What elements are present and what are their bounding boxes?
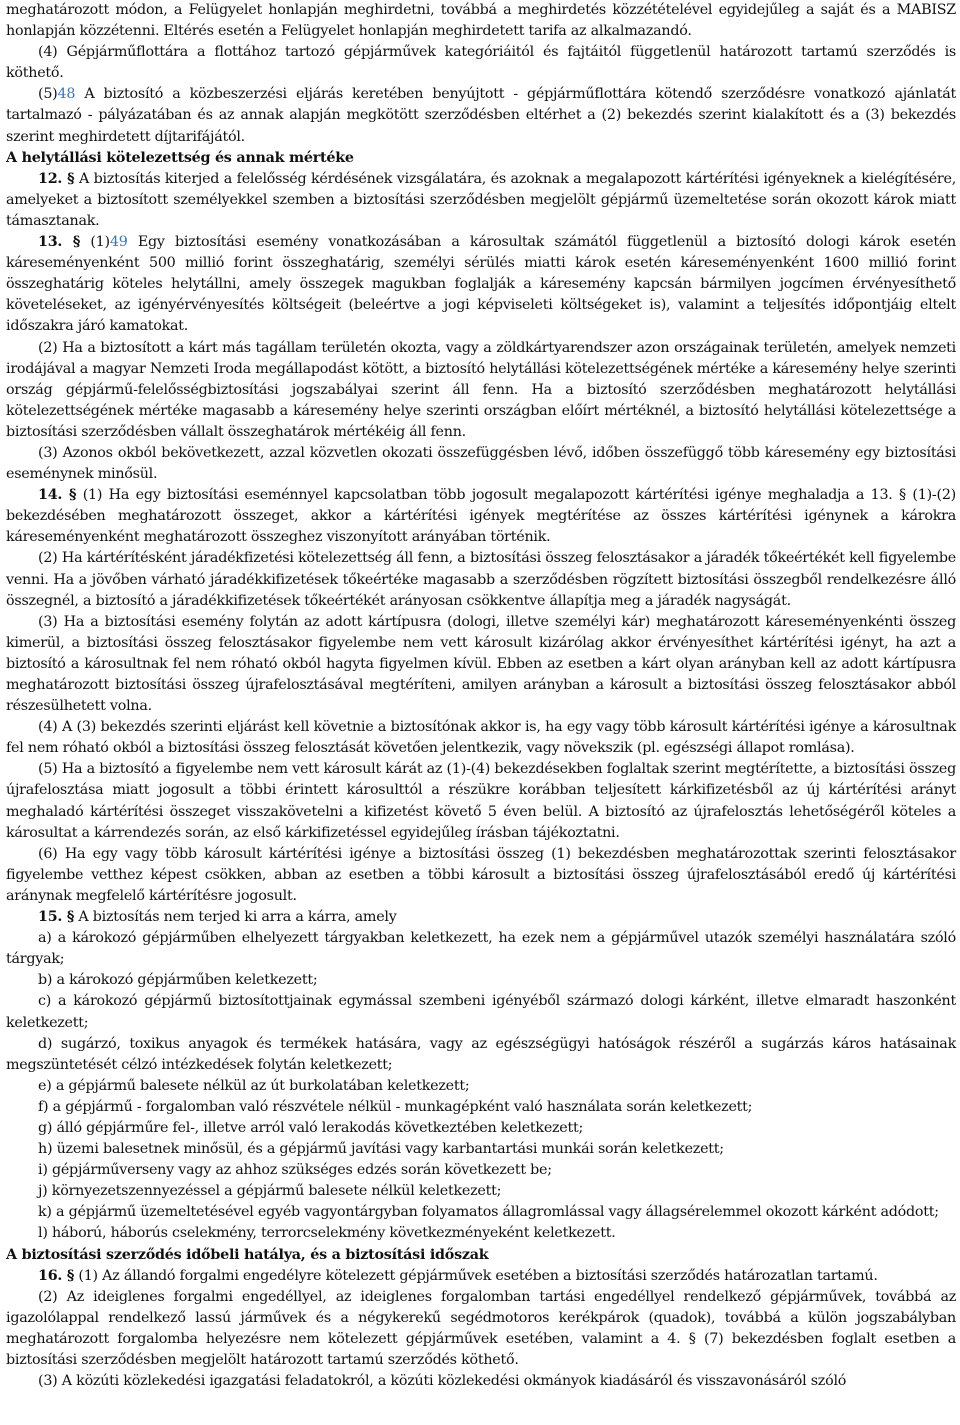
section-heading: [6, 148, 956, 169]
text-run: (4) Gépjárműflottára a flottához tartozó gépjárművek kategóriáitól és fajtáitól függetlenül határozott tartamú szerződés is köthető.: [6, 44, 956, 82]
text-run: c) a károkozó gépjármű biztosítottjainak egymással szembeni igényéből származó dologi kárként, illetve elmaradt haszonként keletkezett;: [6, 993, 956, 1031]
text-run: k) a gépjármű üzemeltetésével egyéb vagyontárgyban folyamatos állagromlással vagy állagsérelemmel okozott kárként adódott;: [38, 1204, 939, 1221]
continued-paragraph: [6, 0, 956, 42]
text-run: d) sugárzó, toxikus anyagok és termékek hatására, vagy az egészségügyi hatóságok részéről a sugárzás káros hatásainak megszüntetését célzó intézkedések folytán keletkezett;: [6, 1035, 956, 1073]
paragraph: [6, 970, 956, 991]
text-run: i) gépjárműverseny vagy az ahhoz szükséges edzés során következett be;: [38, 1162, 552, 1179]
text-run: a) a károkozó gépjárműben elhelyezett tárgyakban keletkezett, ha ezek nem a gépjárművel utazók személyi használatára szóló tárgyak;: [6, 930, 956, 968]
text-run: h) üzemi balesetnek minősül, és a gépjármű javítási vagy karbantartási munkái során keletkezett;: [38, 1141, 724, 1158]
paragraph: [6, 1160, 956, 1181]
paragraph: [6, 907, 956, 928]
text-run: f) a gépjármű - forgalomban való részvétele nélkül - munkagépként való használata során keletkezett;: [38, 1098, 753, 1115]
paragraph: [6, 1097, 956, 1118]
paragraph: [6, 1223, 956, 1244]
text-run: (2) Ha kártérítésként járadékfizetési kötelezettség áll fenn, a biztosítási összeg felosztásakor a járadék tőkeértékét kell figyelembe venni. Ha a jövőben várható járadékkifizetések tőkeértéke magasabb a szerződésben rögzített biztosítási összegből rendelkezésre álló összegnél, a biztosító a járadékkifizetések tőkeértékét arányosan csökkentve állapítja meg a járadék nagyságát.: [6, 550, 956, 609]
section-number: 14. §: [38, 487, 77, 504]
paragraph: [6, 759, 956, 843]
paragraph: [6, 1181, 956, 1202]
paragraph: [6, 1371, 956, 1392]
text-run: meghatározott módon, a Felügyelet honlapján meghirdetni, továbbá a meghirdetés közzétételével egyidejűleg a saját és a MABISZ honlapján közzétenni. Eltérés esetén a Felügyelet honlapján meghirdetett tarifa az alkalmazandó.: [6, 2, 956, 40]
paragraph: [6, 1287, 956, 1371]
text-run: (3) Azonos okból bekövetkezett, azzal közvetlen okozati összefüggésben lévő, időben összefüggő több káresemény egy biztosítási eseménynek minősül.: [6, 444, 956, 483]
text-run: A biztosítás nem terjed ki arra a kárra, amely: [74, 909, 397, 926]
paragraph: [6, 612, 956, 717]
section-number: 13. §: [38, 234, 81, 251]
footnote-ref: 49: [109, 234, 128, 251]
text-run: A biztosítási szerződés időbeli hatálya, és a biztosítási időszak: [6, 1246, 489, 1263]
paragraph: [6, 1076, 956, 1097]
text-run: (2) Ha a biztosított a kárt más tagállam területén okozta, vagy a zöldkártyarendszer azon országainak területén, amelyek nemzeti irodájával a magyar Nemzeti Iroda megállapodást kötött, a biztosító helytállási kötelezettségének mértéke a káresemény helye szerinti ország gépjármű-felelősségbiztosítási jogszabályai szerint áll fenn. Ha a biztosító szerződésben meghatározott helytállási kötelezettségének mértéke magasabb a káresemény helye szerinti országban előírt mértéknél, a biztosító helytállási kötelezettsége a biztosítási szerződésben vállalt összeghatárok mértékéig áll fenn.: [6, 339, 956, 440]
text-run: (3) A közúti közlekedési igazgatási feladatokról, a közúti közlekedési okmányok kiadásáról és visszavonásáról szóló: [38, 1373, 847, 1390]
text-run: (5) Ha a biztosító a figyelembe nem vett károsult kárát az (1)-(4) bekezdésekben foglaltak szerint megtérítette, a biztosítási összeg újrafelosztása miatt jogosult a többi érintett károsulttól a részükre korábban teljesített kárkifizetésből az új kártérítési arányt meghaladó kártérítési összeget visszakövetelni a kifizetést követő 5 éven belül. A biztosító az újrafelosztás lehetőségéről köteles a károsultat a kárrendezés során, az első kárkifizetéssel egyidejűleg írásban tájékoztatni.: [6, 761, 956, 841]
text-run: A biztosítás kiterjed a felelősség kérdésének vizsgálatára, és azoknak a megalapozott kártérítési igényeknek a kielégítésére, amelyeket a biztosított személyekkel szemben a biztosítási szerződésben megjelölt gépjármű üzemeltetése során okozott károk miatt támasztanak.: [6, 170, 957, 229]
text-run: (6) Ha egy vagy több károsult kártérítési igénye a biztosítási összeg (1) bekezdésben meghatározottak szerinti felosztásakor figyelembe vetthez képest csökken, abban az esetben a többi károsult a biztosítási összeg újrafelosztásából eredő új kártérítési aránynak megfelelő kártérítésre jogosult.: [6, 845, 956, 904]
section-number: 12. §: [38, 170, 75, 187]
section-number: 16. §: [38, 1267, 75, 1284]
paragraph: [6, 1034, 956, 1076]
text-run: g) álló gépjárműre fel-, illetve arról való lerakodás következtében keletkezett;: [38, 1119, 584, 1136]
text-run: (4) A (3) bekezdés szerinti eljárást kell követnie a biztosítónak akkor is, ha egy vagy több károsult kártérítési igénye a károsultnak fel nem róható okból a biztosítási összeg felosztását követően jelentkezik, vagy növekszik (pl. egészségi állapot romlása).: [6, 719, 956, 757]
text-run: Egy biztosítási esemény vonatkozásában a károsultak számától függetlenül a biztosító dologi károk esetén káreseményenként 500 millió forint összeghatárig, személyi sérülés miatti károk esetén káreseményenként 1600 millió forint összeghatárig köteles helytállni, amely összegek magukban foglalják a káresemény kapcsán bármilyen jogcímen érvényesíthető követeléseket, az igényérvényesítés költségeit (beleértve a jogi képviseleti költségeket is), valamint a teljesítés időpontjáig eltelt időszakra járó kamatokat.: [6, 234, 956, 335]
section-heading: [6, 1245, 956, 1266]
paragraph: [6, 1139, 956, 1160]
text-run: A biztosító a közbeszerzési eljárás keretében benyújtott - gépjárműflottára kötendő szerződésre vonatkozó ajánlatát tartalmazó - pályázatában és az annak alapján megkötött szerződésben eltérhet a (2) bekezdés szerint kialakított és a (3) bekezdés szerint meghirdetett díjtarifájától.: [6, 86, 956, 145]
text-run: j) környezetszennyezéssel a gépjármű balesete nélkül keletkezett;: [38, 1183, 502, 1200]
paragraph: [6, 232, 956, 337]
paragraph: [6, 1118, 956, 1139]
text-run: (2) Az ideiglenes forgalmi engedéllyel, az ideiglenes forgalomban tartási engedéllyel rendelkező gépjárművek, továbbá az igazolólappal rendelkező lassú járművek és a négykerekű segédmotoros kerékpárok (quadok), továbbá a külön jogszabályban meghatározott forgalomba helyezésre nem kötelezett gépjárművek esetében, valamint a 4. § (7) bekezdésben foglalt esetben a biztosítási szerződésben megjelölt határozott tartamú szerződés köthető.: [6, 1288, 956, 1368]
text-run: (3) Ha a biztosítási esemény folytán az adott kártípusra (dologi, illetve személyi kár) meghatározott káreseményenkénti összeg kimerül, a biztosítási összeg felosztásakor figyelembe nem vett károsult kizárólag akkor érvényesíthet kártérítési igényt, ha azt a biztosító a károsultnak fel nem róható okból hagyta figyelmen kívül. Ebben az esetben a kárt olyan arányban kell az adott kártípusra meghatározott biztosítási összeg újrafelosztásával megtéríteni, amilyen arányban a károsult a biztosítási összeg felosztásakor abból részesülhetett volna.: [6, 613, 956, 715]
paragraph: [6, 338, 956, 443]
text-run: A helytállási kötelezettség és annak mértéke: [6, 149, 354, 166]
section-number: 15. §: [38, 909, 75, 926]
paragraph: [6, 1202, 956, 1223]
paragraph: [6, 84, 956, 147]
footnote-ref: 48: [57, 86, 76, 103]
paragraph: [6, 928, 956, 970]
paragraph: [6, 548, 956, 611]
text-run: (5): [38, 86, 58, 103]
paragraph: [6, 991, 956, 1033]
text-run: (1) Ha egy biztosítási eseménnyel kapcsolatban több jogosult megalapozott kártérítési igénye meghaladja a 13. § (1)-(2) bekezdésében meghatározott összeget, akkor a kártérítési igények megtérítése az összes kártérítési igénynek a károkra káreseményenként meghatározott összeghez viszonyított arányában történik.: [6, 487, 956, 546]
paragraph: [6, 443, 956, 485]
text-run: (1) Az állandó forgalmi engedélyre kötelezett gépjárművek esetében a biztosítási szerződés határozatlan tartamú.: [74, 1267, 878, 1284]
text-run: l) háború, háborús cselekmény, terrorcselekmény következményeként keletkezett.: [38, 1225, 616, 1242]
paragraph: [6, 717, 956, 759]
paragraph: [6, 844, 956, 907]
text-run: b) a károkozó gépjárműben keletkezett;: [38, 972, 318, 989]
paragraph: [6, 42, 956, 84]
paragraph: [6, 1266, 956, 1287]
paragraph: [6, 485, 956, 548]
text-run: (1): [80, 234, 110, 251]
paragraph: [6, 169, 956, 232]
text-run: e) a gépjármű balesete nélkül az út burkolatában keletkezett;: [38, 1077, 470, 1094]
